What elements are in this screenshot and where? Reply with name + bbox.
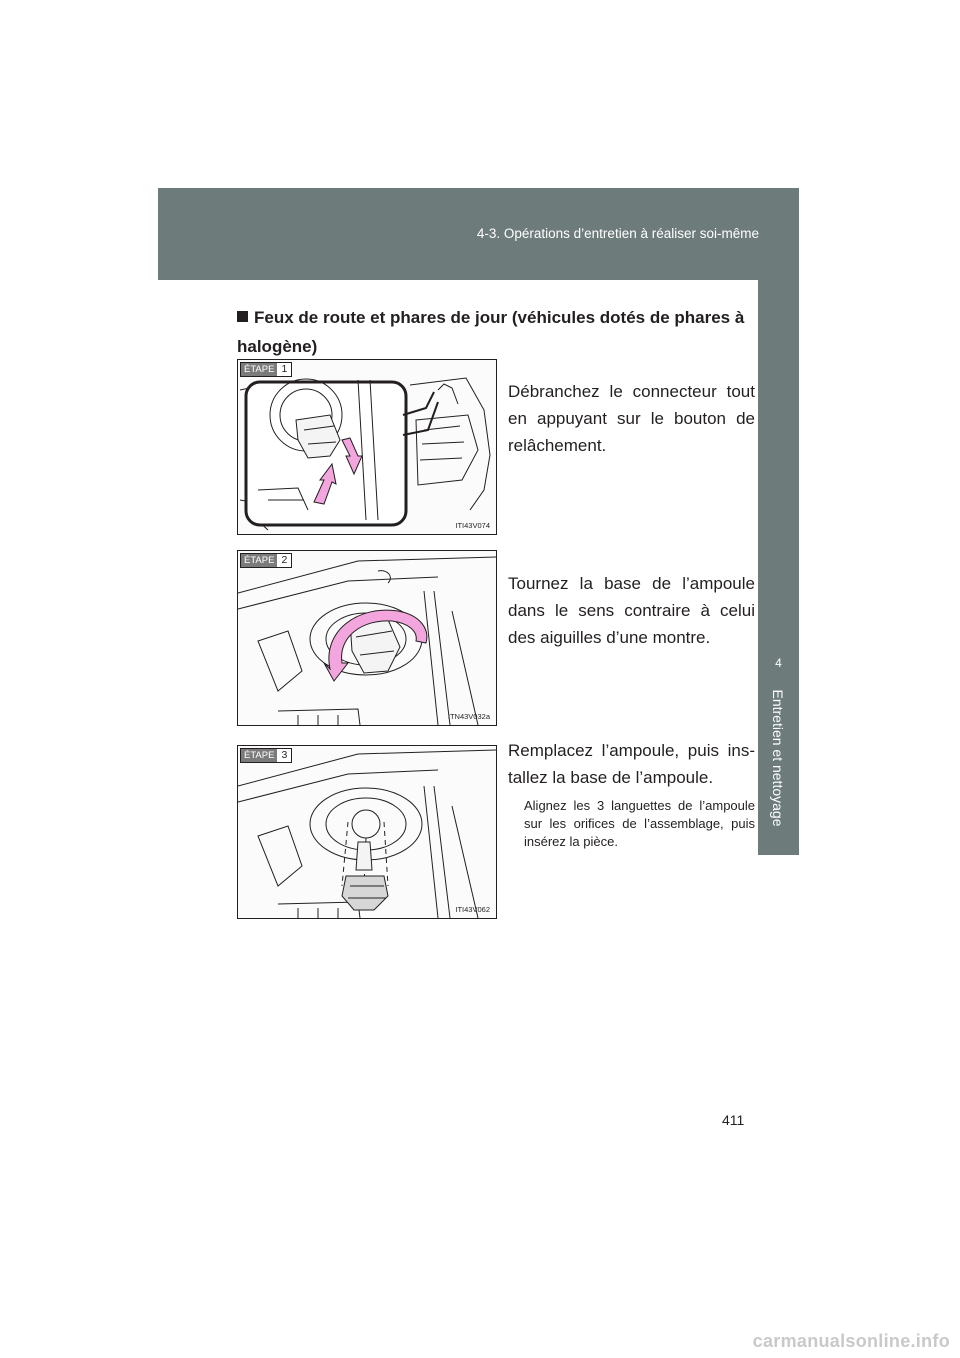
chapter-header (158, 188, 799, 280)
step-badge: ÉTAPE 3 (240, 748, 292, 763)
connector-illustration (238, 360, 496, 534)
heading-text: Feux de route et phares de jour (véhicules dotés de phares à halogène) (237, 308, 745, 356)
twist-bulb-illustration (238, 551, 496, 725)
section-title: 4-3. Opérations d’entretien à réaliser soi-même (476, 226, 759, 241)
watermark-logo: carmanualsonline.info (752, 1331, 950, 1351)
figure-code: ITI43V062 (455, 905, 490, 914)
figure-code: ITN43V032a (447, 712, 490, 721)
figure-code: ITI43V074 (455, 521, 490, 530)
step-3-note: Alignez les 3 languettes de l’ampoule sur les orifices de l’assemblage, puis insérez la pièce. (524, 798, 755, 849)
step-badge: ÉTAPE 1 (240, 362, 292, 377)
step-badge: ÉTAPE 2 (240, 553, 292, 568)
section-heading (237, 303, 757, 361)
square-bullet-icon (237, 311, 248, 322)
chapter-number: 4 (775, 656, 782, 670)
figure-step-3 (237, 745, 497, 919)
chapter-side-tab (758, 280, 799, 855)
install-bulb-illustration (238, 746, 496, 918)
step-3-text: Remplacez l’ampoule, puis ins-tallez la base de l’ampoule. (508, 741, 755, 787)
page-number: 411 (722, 1112, 745, 1128)
chapter-title: Entretien et nettoyage (770, 689, 786, 827)
figure-step-2 (237, 550, 497, 726)
step-1-text: Débranchez le connecteur tout en appuyant sur le bouton de relâchement. (508, 382, 755, 455)
step-2-text: Tournez la base de l’ampoule dans le sens contraire à celui des aiguilles d’une montre. (508, 574, 755, 647)
figure-step-1 (237, 359, 497, 535)
